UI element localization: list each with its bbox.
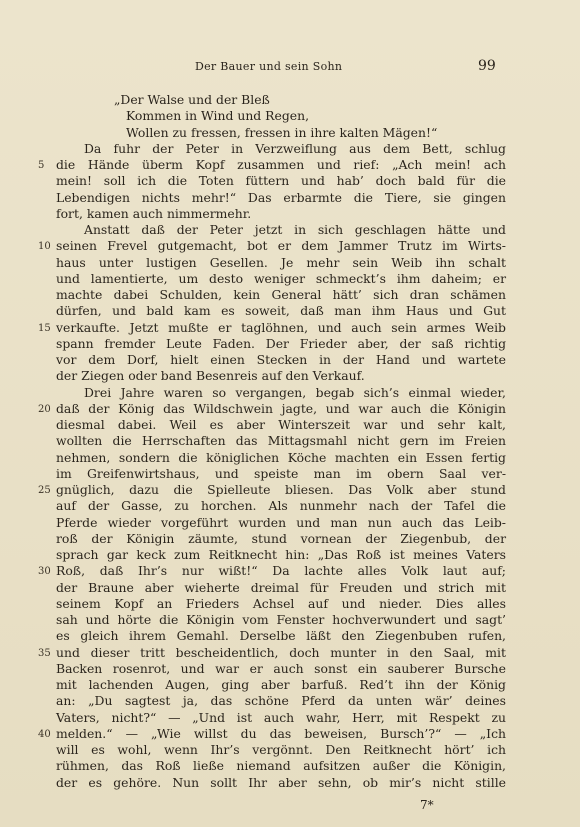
line-text: machte dabei Schulden, kein General hätt’ sich dran schämen xyxy=(56,287,506,302)
line-text: mit lachenden Augen, ging aber barfuß. Red’t ihn der König xyxy=(56,677,506,692)
line-text: Pferde wieder vorgeführt wurden und man nun auch das Leib- xyxy=(56,514,506,530)
line-text: mein! soll ich die Toten füttern und hab’ doch bald für die xyxy=(56,173,506,189)
line-text: sah und hörte die Königin vom Fenster hochverwundert und sagt’ xyxy=(56,612,506,627)
line-text: roß der Königin zäumte, stund vornean der Ziegenbub, der xyxy=(56,530,506,546)
page-number: 99 xyxy=(478,58,496,74)
line-text: will es wohl, wenn Ihr’s vergönnt. Den Reitknecht hört’ ich xyxy=(56,742,506,757)
line-text: sprach gar keck zum Reitknecht hin: „Das Roß ist meines Vaters xyxy=(56,547,506,562)
line-text: auf der Gasse, zu horchen. Als nunmehr nach der Tafel die xyxy=(56,498,506,514)
printer-signature: 7* xyxy=(420,798,434,812)
text-line xyxy=(0,773,580,793)
line-text: fort, kamen auch nimmermehr. xyxy=(56,205,252,221)
line-number: 40 xyxy=(38,728,51,740)
line-number: 30 xyxy=(38,566,51,578)
running-title: Der Bauer und sein Sohn xyxy=(195,60,343,73)
line-number: 5 xyxy=(38,160,45,171)
line-text: Da fuhr der Peter in Verzweiflung aus dem Bett, schlug xyxy=(84,140,506,156)
line-text: Anstatt daß der Peter jetzt in sich geschlagen hätte und xyxy=(84,222,506,237)
line-text: die Hände überm Kopf zusammen und rief: „Ach mein! ach xyxy=(56,157,506,172)
line-number: 10 xyxy=(38,241,51,253)
line-text: im Greifenwirtshaus, und speiste man im obern Saal ver- xyxy=(56,465,506,481)
line-text: rühmen, das Roß ließe niemand aufsitzen außer die Königin, xyxy=(56,758,506,774)
line-text: der es gehöre. Nun sollt Ihr aber sehn, ob mir’s nicht stille xyxy=(56,774,506,790)
line-text: der Ziegen oder band Besenreis auf den Verkauf. xyxy=(56,368,365,384)
line-text: daß der König das Wildschwein jagte, und war auch die Königin xyxy=(56,400,506,416)
line-number: 15 xyxy=(38,322,51,334)
line-text: Backen rosenrot, und war er auch sonst ein sauberer Bursche xyxy=(56,660,506,676)
line-text: vor dem Dorf, hielt einen Stecken in der Hand und wartete xyxy=(56,352,506,367)
line-text: der Braune aber wieherte dreimal für Freuden und strich mit xyxy=(56,579,506,595)
line-text: Kommen in Wind und Regen, xyxy=(126,108,310,124)
line-text: spann fremder Leute Faden. Der Frieder aber, der saß richtig xyxy=(56,335,506,351)
line-text: wollten die Herrschaften das Mittagsmahl nicht gern im Freien xyxy=(56,433,506,449)
line-text: haus unter lustigen Gesellen. Je mehr sein Weib ihn schalt xyxy=(56,254,506,270)
line-text: seinem Kopf an Frieders Achsel auf und nieder. Dies alles xyxy=(56,595,506,611)
line-text: seinen Frevel gutgemacht, bot er dem Jammer Trutz im Wirts- xyxy=(56,238,506,254)
line-text: an: „Du sagtest ja, das schöne Pferd da unten wär’ deines xyxy=(56,693,506,709)
line-text: Roß, daß Ihr’s nur wißt!“ Da lachte alles Volk laut auf; xyxy=(56,563,506,579)
line-text: melden.“ — „Wie willst du das beweisen, Bursch’?“ — „Ich xyxy=(56,725,506,741)
line-text: diesmal dabei. Weil es aber Winterszeit war und sehr kalt, xyxy=(56,417,506,432)
line-text: es gleich ihrem Gemahl. Derselbe läßt den Ziegenbuben rufen, xyxy=(56,628,506,644)
line-text: und lamentierte, um desto weniger schmeckt’s ihm daheim; er xyxy=(56,270,506,286)
line-text: Lebendigen nichts mehr!“ Das erbarmte die Tiere, sie gingen xyxy=(56,189,506,205)
line-text: Wollen zu fressen, fressen in ihre kalten Mägen!“ xyxy=(126,124,438,140)
line-text: nehmen, sondern die königlichen Köche machten ein Essen fertig xyxy=(56,449,506,465)
line-text: Vaters, nicht?“ — „Und ist auch wahr, Herr, mit Respekt zu xyxy=(56,709,506,725)
line-text: dürfen, und bald kam es soweit, daß man ihm Haus und Gut xyxy=(56,303,506,319)
line-number: 35 xyxy=(38,647,51,659)
line-text: gnüglich, dazu die Spielleute bliesen. Das Volk aber stund xyxy=(56,482,506,497)
page-header xyxy=(0,60,580,80)
line-text: und dieser tritt bescheidentlich, doch munter in den Saal, mit xyxy=(56,644,506,660)
line-text: „Der Walse und der Bleß xyxy=(114,92,270,107)
line-text: Drei Jahre waren so vergangen, begab sich’s einmal wieder, xyxy=(84,384,506,400)
line-number: 20 xyxy=(38,403,51,415)
line-number: 25 xyxy=(38,485,51,496)
line-text: verkaufte. Jetzt mußte er taglöhnen, und auch sein armes Weib xyxy=(56,319,506,335)
